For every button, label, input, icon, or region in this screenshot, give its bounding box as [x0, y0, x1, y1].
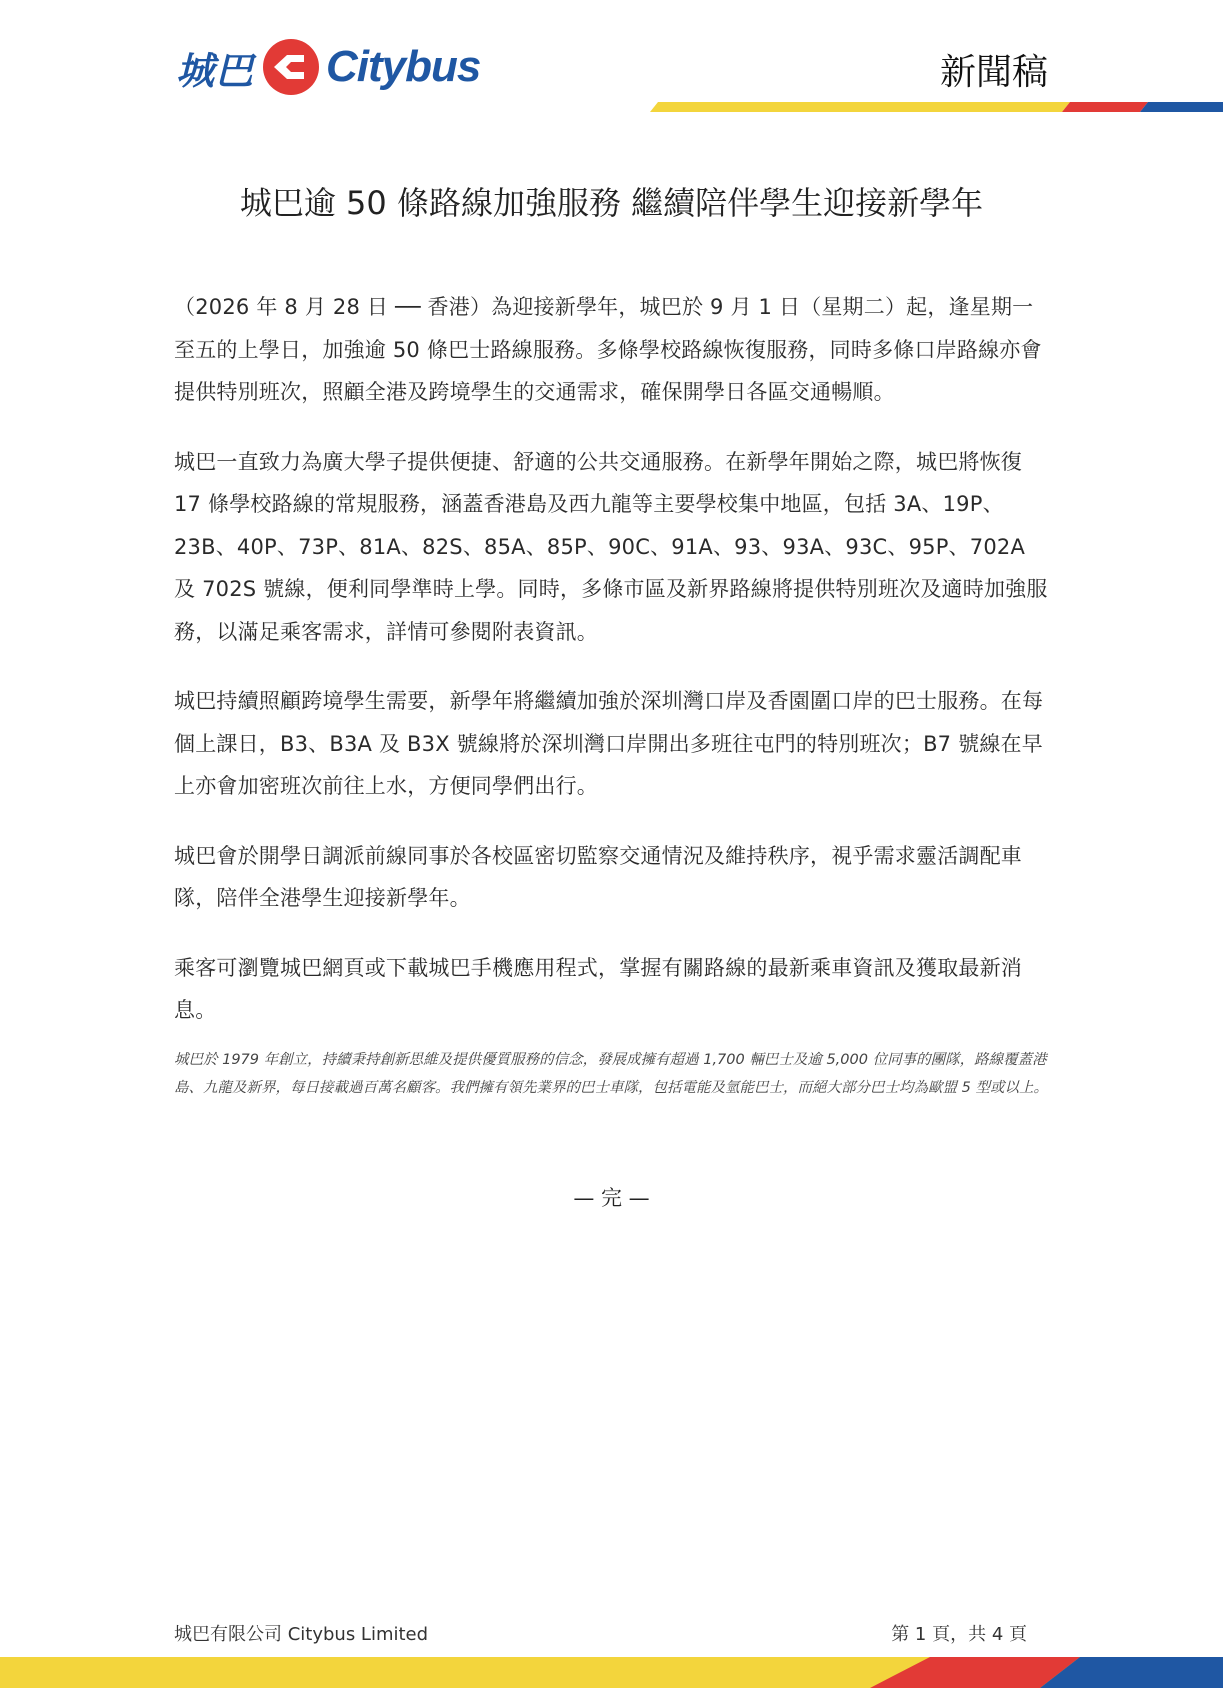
- paragraph-intro: （2026 年 8 月 28 日 ── 香港）為迎接新學年，城巴於 9 月 1 日（星期二）起，逢星期一至五的上學日，加強逾 50 條巴士路線服務。多條學校路線恢復服務，同時多條口岸路線亦會提供特別班次，照顧全港及跨境學生的交通需求，確保開學日各區交通暢順。: [174, 295, 1042, 404]
- logo-english-text: Citybus: [326, 42, 481, 91]
- press-release-title: 城巴逾 50 條路線加強服務 繼續陪伴學生迎接新學年: [239, 184, 984, 222]
- press-release-body: [174, 286, 1049, 1103]
- footer-page-number: 第 1 頁，共 4 頁: [891, 1624, 1027, 1645]
- logo-chinese-text: 城巴: [176, 48, 255, 93]
- citybus-logo: [176, 36, 480, 98]
- footer-color-band: [0, 1657, 1223, 1688]
- end-mark: — 完 —: [573, 1186, 650, 1210]
- citybus-arrow-logo-icon: [260, 36, 322, 98]
- paragraph-school-routes: 城巴一直致力為廣大學子提供便捷、舒適的公共交通服務。在新學年開始之際，城巴將恢復 17 條學校路線的常規服務，涵蓋香港島及西九龍等主要學校集中地區，包括 3A、19P、23B、40P、73P、81A、82S、85A、85P、90C、91A、93、93A、93C、95P、702A 及 702S 號線，便利同學準時上學。同時，多條市區及新界路線將提供特別班次及適時加強服務，以滿足乘客需求，詳情可參閱附表資訊。: [174, 449, 1048, 644]
- about-citybus: 城巴於 1979 年創立，持續秉持創新思維及提供優質服務的信念，發展成擁有超過 1,700 輛巴士及逾 5,000 位同事的團隊，路線覆蓋港島、九龍及新界，每日接載過百萬名顧客。我們擁有領先業界的巴士車隊，包括電能及氫能巴士，而絕大部分巴士均為歐盟 5 型或以上。: [174, 1051, 1048, 1096]
- paragraph-cross-boundary: 城巴持續照顧跨境學生需要，新學年將繼續加強於深圳灣口岸及香園圍口岸的巴士服務。在每個上課日，B3、B3A 及 B3X 號線將於深圳灣口岸開出多班往屯門的特別班次；B7 號線在早上亦會加密班次前往上水，方便同學們出行。: [174, 689, 1044, 798]
- paragraph-frontline-staff: 城巴會於開學日調派前線同事於各校區密切監察交通情況及維持秩序，視乎需求靈活調配車隊，陪伴全港學生迎接新學年。: [174, 843, 1022, 910]
- footer-company-name: 城巴有限公司 Citybus Limited: [174, 1624, 429, 1645]
- press-release-label: 新聞稿: [939, 52, 1048, 93]
- header-color-band: [650, 102, 1223, 112]
- paragraph-app-info: 乘客可瀏覽城巴網頁或下載城巴手機應用程式，掌握有關路線的最新乘車資訊及獲取最新消息。: [174, 955, 1022, 1022]
